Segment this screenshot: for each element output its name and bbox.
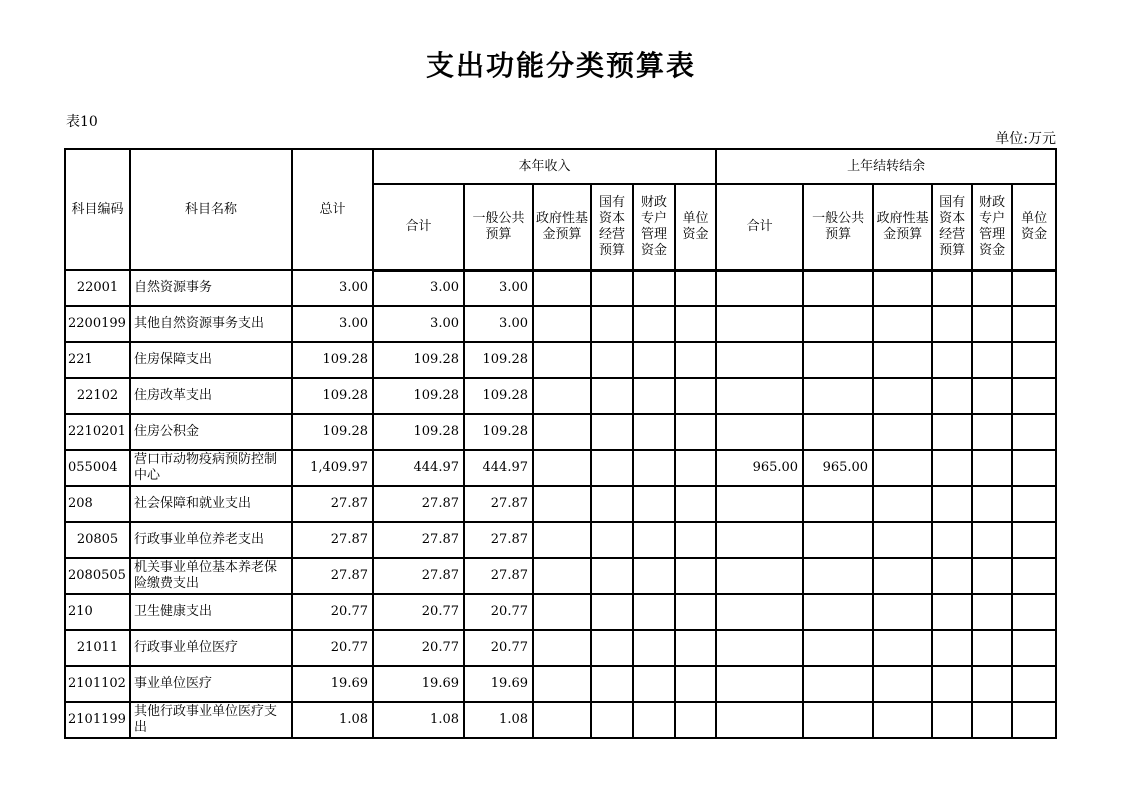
table-row — [65, 522, 1056, 558]
table-row — [65, 594, 1056, 630]
value-cell — [533, 558, 591, 594]
value-cell: 109.28 — [373, 342, 464, 378]
col-header-py-unit-funds: 单位资金 — [1012, 184, 1056, 270]
value-cell — [675, 450, 716, 486]
value-cell: 1.08 — [464, 702, 533, 738]
value-cell — [803, 270, 873, 306]
value-cell — [932, 666, 972, 702]
table-row — [65, 630, 1056, 666]
value-cell — [533, 666, 591, 702]
value-cell — [803, 414, 873, 450]
value-cell — [716, 630, 803, 666]
value-cell — [873, 414, 932, 450]
value-cell — [591, 594, 633, 630]
value-cell — [873, 558, 932, 594]
value-cell — [803, 558, 873, 594]
value-cell — [932, 414, 972, 450]
value-cell — [675, 666, 716, 702]
subject-code-cell: 20805 — [65, 522, 130, 558]
col-header-cy-government-fund-budget: 政府性基金预算 — [533, 184, 591, 270]
value-cell — [873, 378, 932, 414]
col-header-cy-total: 合计 — [373, 184, 464, 270]
value-cell: 27.87 — [464, 558, 533, 594]
value-cell: 444.97 — [373, 450, 464, 486]
table-row — [65, 306, 1056, 342]
value-cell — [533, 630, 591, 666]
value-cell: 3.00 — [292, 306, 373, 342]
value-cell — [591, 450, 633, 486]
table-row — [65, 702, 1056, 738]
value-cell — [932, 342, 972, 378]
value-cell — [675, 522, 716, 558]
table-row — [65, 270, 1056, 306]
value-cell — [972, 378, 1012, 414]
value-cell — [932, 270, 972, 306]
value-cell — [873, 270, 932, 306]
value-cell — [932, 522, 972, 558]
budget-table — [64, 148, 1057, 739]
col-header-py-total: 合计 — [716, 184, 803, 270]
value-cell — [533, 306, 591, 342]
value-cell — [1012, 558, 1056, 594]
table-body — [65, 270, 1056, 738]
col-header-cy-general-public-budget: 一般公共预算 — [464, 184, 533, 270]
value-cell — [972, 558, 1012, 594]
subject-code-cell: 2210201 — [65, 414, 130, 450]
value-cell — [716, 270, 803, 306]
value-cell — [803, 486, 873, 522]
value-cell: 3.00 — [292, 270, 373, 306]
col-header-py-general-public-budget: 一般公共预算 — [803, 184, 873, 270]
subject-name-cell: 住房保障支出 — [130, 342, 292, 378]
value-cell — [803, 306, 873, 342]
value-cell — [1012, 450, 1056, 486]
value-cell: 965.00 — [803, 450, 873, 486]
value-cell — [972, 450, 1012, 486]
value-cell: 20.77 — [292, 630, 373, 666]
value-cell — [873, 342, 932, 378]
value-cell: 109.28 — [373, 414, 464, 450]
value-cell — [533, 486, 591, 522]
value-cell — [932, 558, 972, 594]
value-cell — [533, 342, 591, 378]
value-cell — [633, 522, 675, 558]
value-cell — [633, 414, 675, 450]
value-cell: 1.08 — [292, 702, 373, 738]
subject-code-cell: 221 — [65, 342, 130, 378]
value-cell — [716, 558, 803, 594]
value-cell — [1012, 270, 1056, 306]
value-cell — [873, 702, 932, 738]
subject-code-cell: 055004 — [65, 450, 130, 486]
value-cell — [873, 306, 932, 342]
value-cell — [633, 594, 675, 630]
col-header-cy-state-capital-budget: 国有资本经营预算 — [591, 184, 633, 270]
value-cell — [591, 558, 633, 594]
value-cell: 27.87 — [373, 522, 464, 558]
value-cell — [873, 486, 932, 522]
header-group-row — [65, 149, 1056, 184]
value-cell — [972, 306, 1012, 342]
value-cell — [591, 630, 633, 666]
value-cell: 3.00 — [464, 270, 533, 306]
value-cell — [803, 630, 873, 666]
value-cell — [972, 594, 1012, 630]
value-cell: 20.77 — [292, 594, 373, 630]
value-cell — [972, 414, 1012, 450]
value-cell — [803, 666, 873, 702]
value-cell — [1012, 522, 1056, 558]
value-cell: 1,409.97 — [292, 450, 373, 486]
table-row — [65, 486, 1056, 522]
value-cell: 109.28 — [292, 414, 373, 450]
value-cell — [675, 702, 716, 738]
value-cell — [633, 630, 675, 666]
value-cell — [716, 666, 803, 702]
value-cell — [591, 522, 633, 558]
value-cell — [675, 306, 716, 342]
table-row — [65, 378, 1056, 414]
value-cell — [633, 270, 675, 306]
value-cell — [716, 342, 803, 378]
value-cell — [716, 594, 803, 630]
table-number-label: 表10 — [66, 114, 98, 130]
value-cell: 20.77 — [464, 630, 533, 666]
value-cell — [675, 558, 716, 594]
subject-name-cell: 行政事业单位养老支出 — [130, 522, 292, 558]
value-cell — [803, 378, 873, 414]
value-cell — [591, 666, 633, 702]
value-cell: 20.77 — [373, 594, 464, 630]
value-cell: 3.00 — [464, 306, 533, 342]
value-cell — [1012, 486, 1056, 522]
col-header-subject-name: 科目名称 — [130, 149, 292, 270]
value-cell — [1012, 594, 1056, 630]
subject-name-cell: 事业单位医疗 — [130, 666, 292, 702]
subject-name-cell: 住房改革支出 — [130, 378, 292, 414]
value-cell: 19.69 — [373, 666, 464, 702]
value-cell — [675, 414, 716, 450]
value-cell — [675, 630, 716, 666]
value-cell — [591, 270, 633, 306]
value-cell — [591, 378, 633, 414]
subject-name-cell: 住房公积金 — [130, 414, 292, 450]
value-cell — [972, 270, 1012, 306]
value-cell — [932, 306, 972, 342]
value-cell: 109.28 — [464, 414, 533, 450]
value-cell — [803, 342, 873, 378]
value-cell: 965.00 — [716, 450, 803, 486]
value-cell — [972, 522, 1012, 558]
value-cell — [533, 594, 591, 630]
unit-label: 单位:万元 — [995, 131, 1056, 147]
value-cell: 27.87 — [373, 558, 464, 594]
value-cell — [675, 594, 716, 630]
value-cell — [533, 450, 591, 486]
value-cell: 27.87 — [464, 486, 533, 522]
subject-code-cell: 22001 — [65, 270, 130, 306]
value-cell — [803, 702, 873, 738]
value-cell: 19.69 — [464, 666, 533, 702]
value-cell — [1012, 414, 1056, 450]
value-cell: 109.28 — [373, 378, 464, 414]
value-cell — [873, 522, 932, 558]
value-cell — [932, 702, 972, 738]
value-cell — [1012, 666, 1056, 702]
value-cell: 19.69 — [292, 666, 373, 702]
value-cell — [675, 270, 716, 306]
value-cell — [932, 378, 972, 414]
value-cell — [716, 486, 803, 522]
value-cell — [932, 486, 972, 522]
value-cell — [716, 414, 803, 450]
value-cell — [1012, 378, 1056, 414]
value-cell: 3.00 — [373, 270, 464, 306]
value-cell — [633, 378, 675, 414]
value-cell — [932, 450, 972, 486]
value-cell: 109.28 — [292, 378, 373, 414]
value-cell — [591, 414, 633, 450]
value-cell — [633, 666, 675, 702]
value-cell — [716, 378, 803, 414]
value-cell: 109.28 — [292, 342, 373, 378]
value-cell: 444.97 — [464, 450, 533, 486]
value-cell — [716, 702, 803, 738]
value-cell: 109.28 — [464, 378, 533, 414]
col-group-prev-year-carryover: 上年结转结余 — [716, 149, 1056, 184]
value-cell — [972, 666, 1012, 702]
value-cell — [591, 342, 633, 378]
page-title: 支出功能分类预算表 — [425, 49, 696, 82]
value-cell — [633, 450, 675, 486]
value-cell — [675, 378, 716, 414]
value-cell: 27.87 — [292, 486, 373, 522]
subject-code-cell: 2101199 — [65, 702, 130, 738]
col-header-py-state-capital-budget: 国有资本经营预算 — [932, 184, 972, 270]
value-cell — [533, 522, 591, 558]
value-cell — [972, 630, 1012, 666]
value-cell — [633, 486, 675, 522]
subject-name-cell: 自然资源事务 — [130, 270, 292, 306]
subject-name-cell: 社会保障和就业支出 — [130, 486, 292, 522]
value-cell: 1.08 — [373, 702, 464, 738]
subject-name-cell: 卫生健康支出 — [130, 594, 292, 630]
value-cell — [1012, 630, 1056, 666]
value-cell: 27.87 — [292, 522, 373, 558]
table-row — [65, 342, 1056, 378]
col-header-cy-unit-funds: 单位资金 — [675, 184, 716, 270]
value-cell — [533, 270, 591, 306]
col-header-py-government-fund-budget: 政府性基金预算 — [873, 184, 932, 270]
value-cell — [633, 306, 675, 342]
value-cell: 27.87 — [292, 558, 373, 594]
value-cell — [591, 306, 633, 342]
value-cell — [633, 342, 675, 378]
subject-name-cell: 营口市动物疫病预防控制中心 — [130, 450, 292, 486]
col-header-subject-code: 科目编码 — [65, 149, 130, 270]
value-cell — [1012, 702, 1056, 738]
value-cell — [533, 702, 591, 738]
subject-code-cell: 21011 — [65, 630, 130, 666]
value-cell — [716, 522, 803, 558]
value-cell — [873, 666, 932, 702]
col-group-current-year-income: 本年收入 — [373, 149, 716, 184]
value-cell — [932, 594, 972, 630]
value-cell — [803, 522, 873, 558]
subject-name-cell: 行政事业单位医疗 — [130, 630, 292, 666]
value-cell — [716, 306, 803, 342]
subject-name-cell: 机关事业单位基本养老保险缴费支出 — [130, 558, 292, 594]
value-cell: 3.00 — [373, 306, 464, 342]
value-cell — [932, 630, 972, 666]
value-cell: 27.87 — [373, 486, 464, 522]
col-header-py-fiscal-special-account: 财政专户管理资金 — [972, 184, 1012, 270]
value-cell — [803, 594, 873, 630]
subject-name-cell: 其他自然资源事务支出 — [130, 306, 292, 342]
value-cell — [633, 702, 675, 738]
col-header-cy-fiscal-special-account: 财政专户管理资金 — [633, 184, 675, 270]
value-cell — [675, 486, 716, 522]
subject-name-cell: 其他行政事业单位医疗支出 — [130, 702, 292, 738]
value-cell: 20.77 — [373, 630, 464, 666]
value-cell — [1012, 342, 1056, 378]
subject-code-cell: 208 — [65, 486, 130, 522]
value-cell — [633, 558, 675, 594]
table-row — [65, 558, 1056, 594]
value-cell — [533, 414, 591, 450]
value-cell — [873, 630, 932, 666]
col-header-grand-total: 总计 — [292, 149, 373, 270]
value-cell — [972, 342, 1012, 378]
subject-code-cell: 2080505 — [65, 558, 130, 594]
table-row — [65, 414, 1056, 450]
table-header — [65, 149, 1056, 270]
value-cell — [972, 702, 1012, 738]
subject-code-cell: 22102 — [65, 378, 130, 414]
value-cell — [1012, 306, 1056, 342]
value-cell — [873, 594, 932, 630]
value-cell — [533, 378, 591, 414]
subject-code-cell: 210 — [65, 594, 130, 630]
value-cell — [873, 450, 932, 486]
value-cell: 27.87 — [464, 522, 533, 558]
value-cell: 20.77 — [464, 594, 533, 630]
value-cell — [591, 486, 633, 522]
table-row — [65, 450, 1056, 486]
value-cell — [675, 342, 716, 378]
subject-code-cell: 2200199 — [65, 306, 130, 342]
subject-code-cell: 2101102 — [65, 666, 130, 702]
table-row — [65, 666, 1056, 702]
value-cell — [972, 486, 1012, 522]
value-cell: 109.28 — [464, 342, 533, 378]
value-cell — [591, 702, 633, 738]
